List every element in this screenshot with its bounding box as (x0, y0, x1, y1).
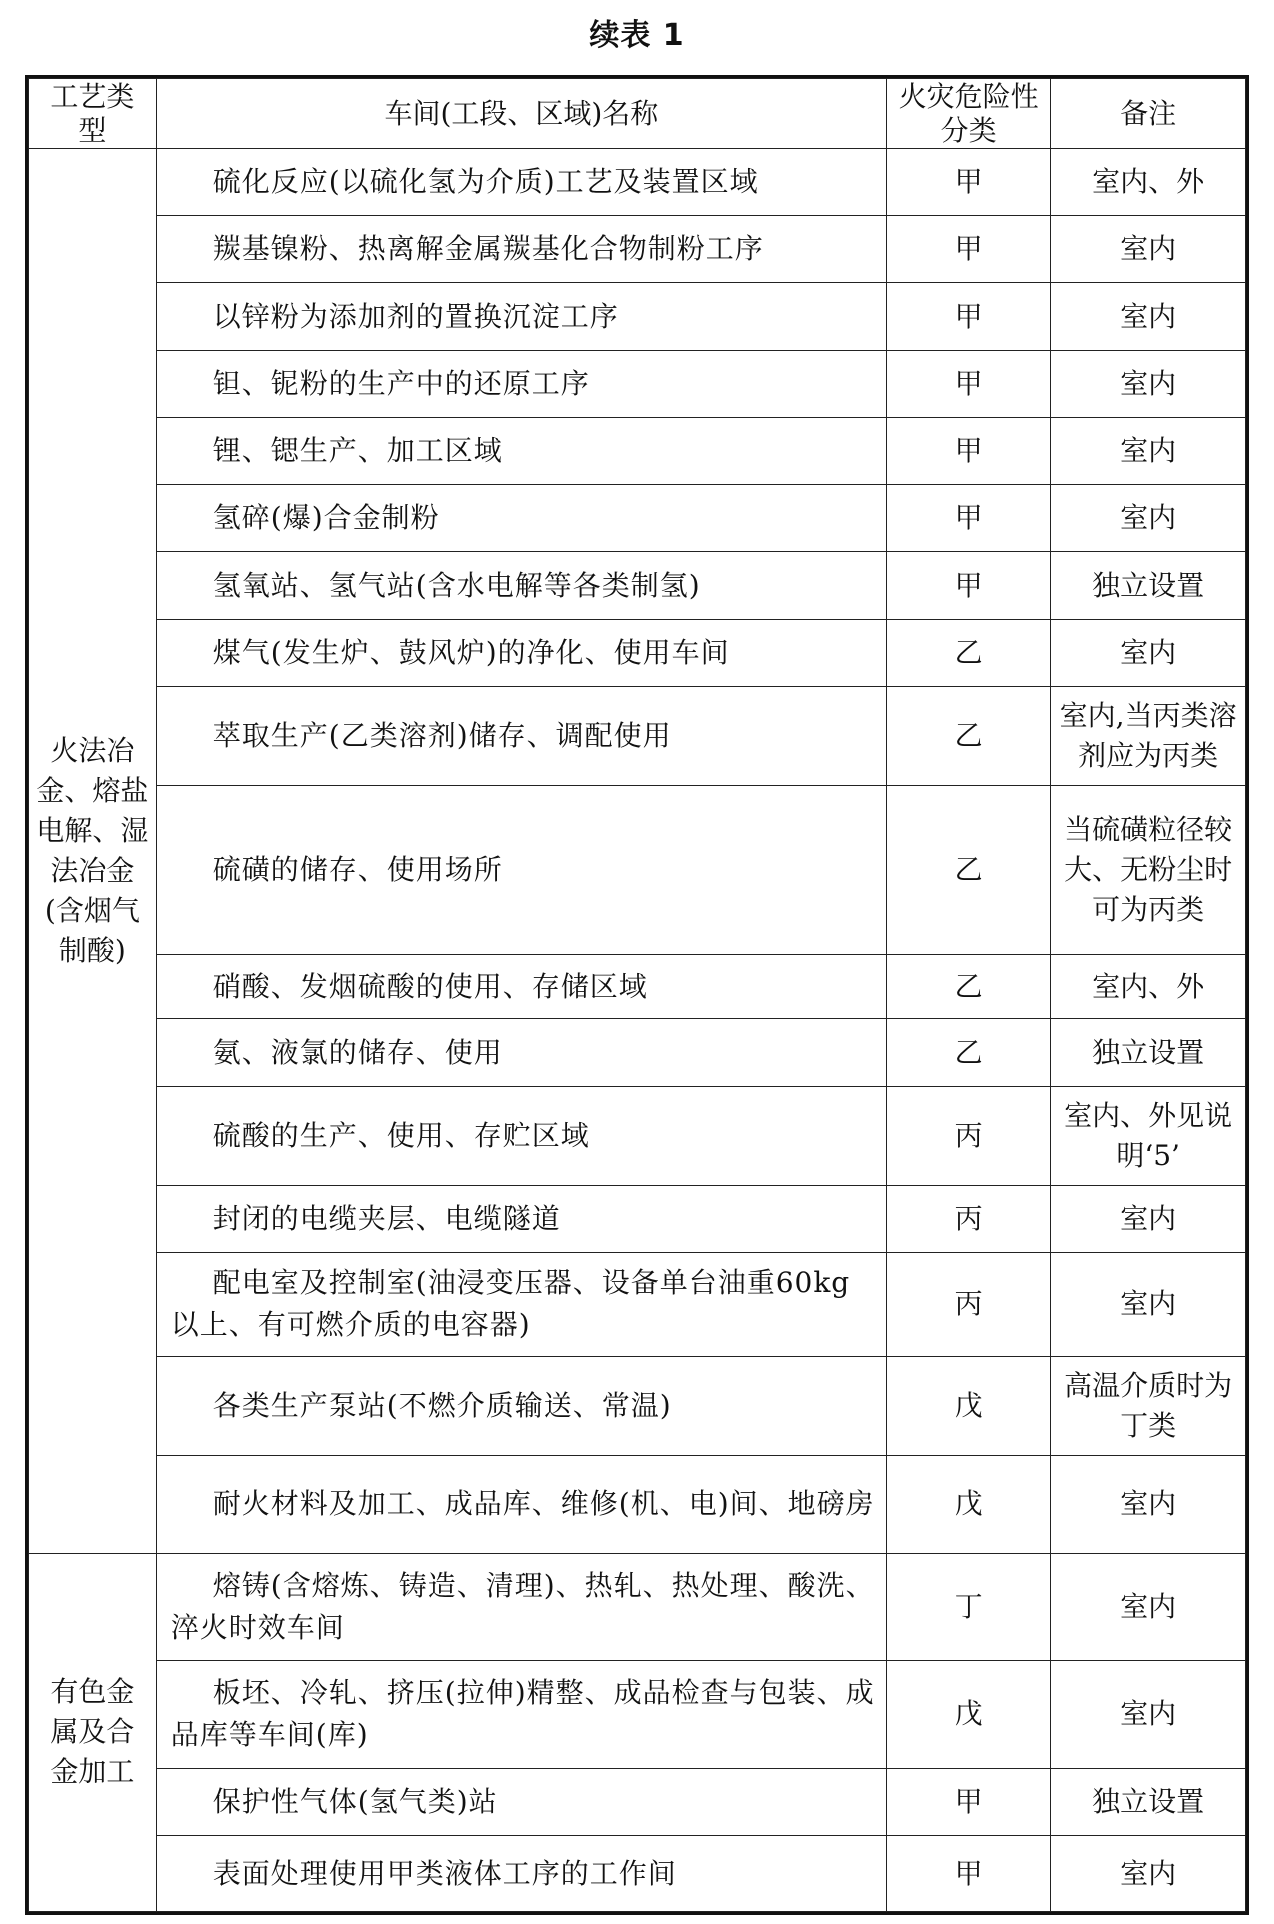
table-row (29, 1768, 1246, 1835)
workshop-name-cell: 熔铸(含熔炼、铸造、清理)、热轧、热处理、酸洗、淬火时效车间 (156, 1553, 886, 1661)
header-note: 备注 (1051, 79, 1246, 149)
table-row (29, 485, 1246, 552)
note-cell: 室内、外见说明‘5’ (1051, 1086, 1246, 1185)
workshop-name-cell: 锂、锶生产、加工区域 (156, 417, 886, 484)
table-row (29, 1086, 1246, 1185)
table-row (29, 1185, 1246, 1252)
table-row (29, 1019, 1246, 1086)
note-cell: 室内、外 (1051, 954, 1246, 1019)
hazard-class-cell: 丙 (886, 1185, 1050, 1252)
hazard-class-cell: 甲 (886, 1768, 1050, 1835)
note-cell: 室内 (1051, 417, 1246, 484)
note-cell: 高温介质时为丁类 (1051, 1356, 1246, 1455)
table-row (29, 1553, 1246, 1661)
table-row (29, 1455, 1246, 1553)
note-cell: 室内 (1051, 216, 1246, 283)
hazard-class-cell: 甲 (886, 417, 1050, 484)
table-row (29, 216, 1246, 283)
table-row (29, 1836, 1246, 1912)
hazard-class-cell: 乙 (886, 619, 1050, 686)
hazard-class-cell: 丙 (886, 1086, 1050, 1185)
hazard-class-cell: 甲 (886, 149, 1050, 216)
workshop-name-cell: 硫酸的生产、使用、存贮区域 (156, 1086, 886, 1185)
workshop-name-cell: 萃取生产(乙类溶剂)储存、调配使用 (156, 686, 886, 785)
table-row (29, 785, 1246, 954)
note-cell: 室内 (1051, 485, 1246, 552)
note-cell: 室内 (1051, 1185, 1246, 1252)
note-cell: 室内 (1051, 1252, 1246, 1356)
header-class: 火灾危险性分类 (886, 79, 1050, 149)
workshop-name-cell: 硫磺的储存、使用场所 (156, 785, 886, 954)
note-cell: 当硫磺粒径较大、无粉尘时可为丙类 (1051, 785, 1246, 954)
hazard-class-cell: 甲 (886, 552, 1050, 619)
note-cell: 室内 (1051, 1553, 1246, 1661)
table-row (29, 1661, 1246, 1769)
hazard-class-cell: 丁 (886, 1553, 1050, 1661)
workshop-name-cell: 保护性气体(氢气类)站 (156, 1768, 886, 1835)
workshop-name-cell: 封闭的电缆夹层、电缆隧道 (156, 1185, 886, 1252)
note-cell: 室内,当丙类溶剂应为丙类 (1051, 686, 1246, 785)
hazard-class-cell: 甲 (886, 283, 1050, 350)
header-name: 车间(工段、区域)名称 (156, 79, 886, 149)
workshop-name-cell: 各类生产泵站(不燃介质输送、常温) (156, 1356, 886, 1455)
table-row (29, 417, 1246, 484)
note-cell: 独立设置 (1051, 1768, 1246, 1835)
hazard-class-cell: 甲 (886, 350, 1050, 417)
workshop-name-cell: 氢氧站、氢气站(含水电解等各类制氢) (156, 552, 886, 619)
workshop-name-cell: 硝酸、发烟硫酸的使用、存储区域 (156, 954, 886, 1019)
hazard-class-cell: 乙 (886, 686, 1050, 785)
table-row (29, 686, 1246, 785)
hazard-table (25, 75, 1249, 1915)
note-cell: 室内、外 (1051, 149, 1246, 216)
hazard-class-cell: 丙 (886, 1252, 1050, 1356)
table-row (29, 1252, 1246, 1356)
header-type: 工艺类型 (29, 79, 157, 149)
workshop-name-cell: 羰基镍粉、热离解金属羰基化合物制粉工序 (156, 216, 886, 283)
hazard-class-cell: 乙 (886, 954, 1050, 1019)
workshop-name-cell: 配电室及控制室(油浸变压器、设备单台油重60kg 以上、有可燃介质的电容器) (156, 1252, 886, 1356)
workshop-name-cell: 钽、铌粉的生产中的还原工序 (156, 350, 886, 417)
hazard-class-cell: 甲 (886, 216, 1050, 283)
workshop-name-cell: 氨、液氯的储存、使用 (156, 1019, 886, 1086)
workshop-name-cell: 以锌粉为添加剂的置换沉淀工序 (156, 283, 886, 350)
hazard-class-cell: 戊 (886, 1455, 1050, 1553)
workshop-name-cell: 板坯、冷轧、挤压(拉伸)精整、成品检查与包装、成品库等车间(库) (156, 1661, 886, 1769)
hazard-class-cell: 甲 (886, 485, 1050, 552)
workshop-name-cell: 耐火材料及加工、成品库、维修(机、电)间、地磅房 (156, 1455, 886, 1553)
workshop-name-cell: 表面处理使用甲类液体工序的工作间 (156, 1836, 886, 1912)
hazard-class-cell: 甲 (886, 1836, 1050, 1912)
note-cell: 室内 (1051, 283, 1246, 350)
table-row (29, 954, 1246, 1019)
header-row (29, 79, 1246, 149)
note-cell: 室内 (1051, 1836, 1246, 1912)
note-cell: 独立设置 (1051, 1019, 1246, 1086)
table-title: 续表 1 (589, 18, 685, 53)
note-cell: 室内 (1051, 350, 1246, 417)
table-row (29, 1356, 1246, 1455)
process-type-cell: 有色金属及合金加工 (29, 1553, 157, 1911)
hazard-class-cell: 戊 (886, 1661, 1050, 1769)
note-cell: 室内 (1051, 1455, 1246, 1553)
workshop-name-cell: 氢碎(爆)合金制粉 (156, 485, 886, 552)
note-cell: 室内 (1051, 1661, 1246, 1769)
hazard-class-cell: 乙 (886, 785, 1050, 954)
hazard-class-cell: 乙 (886, 1019, 1050, 1086)
hazard-classification-table (28, 78, 1246, 1912)
note-cell: 室内 (1051, 619, 1246, 686)
table-row (29, 619, 1246, 686)
hazard-class-cell: 戊 (886, 1356, 1050, 1455)
process-type-cell: 火法冶金、熔盐电解、湿法冶金(含烟气制酸) (29, 149, 157, 1554)
table-row (29, 283, 1246, 350)
note-cell: 独立设置 (1051, 552, 1246, 619)
table-row (29, 350, 1246, 417)
workshop-name-cell: 煤气(发生炉、鼓风炉)的净化、使用车间 (156, 619, 886, 686)
table-row (29, 552, 1246, 619)
table-row (29, 149, 1246, 216)
workshop-name-cell: 硫化反应(以硫化氢为介质)工艺及装置区域 (156, 149, 886, 216)
